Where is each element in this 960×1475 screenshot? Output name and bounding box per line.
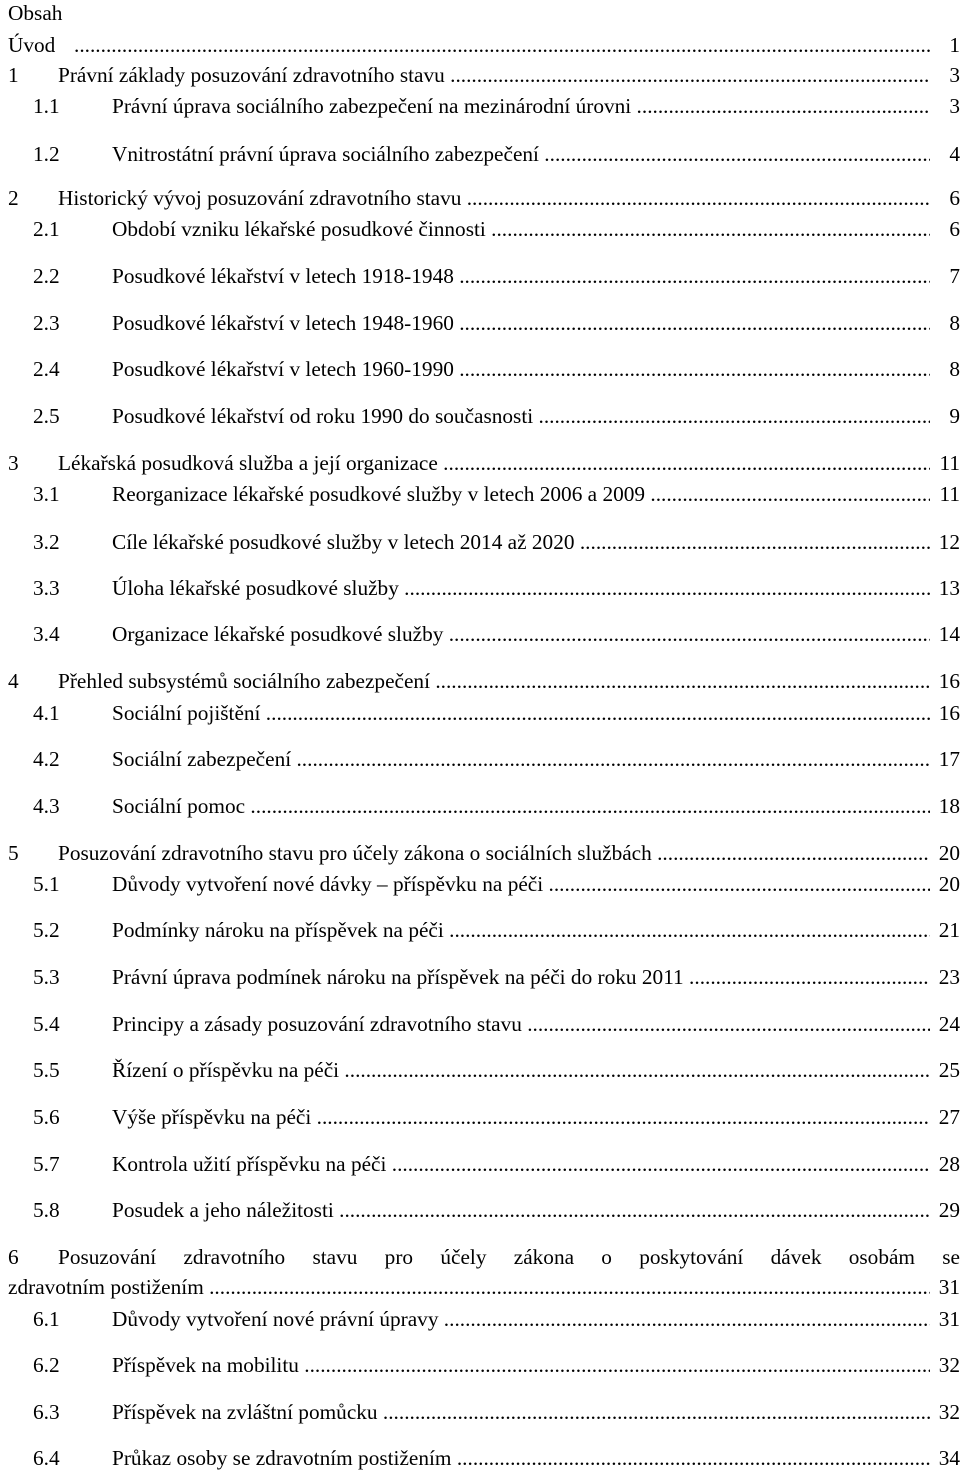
toc-page-number: 12 [938, 530, 960, 554]
toc-leader [112, 356, 930, 382]
toc-page-number: 34 [938, 1446, 960, 1470]
toc-entry-number: 2 [8, 186, 19, 210]
toc-leader [58, 185, 930, 211]
toc-page-number: 17 [938, 747, 960, 771]
toc-entry-1-1[interactable] [8, 93, 960, 119]
toc-leader [58, 62, 930, 88]
toc-leader [112, 1399, 930, 1425]
toc-entry-label: Právní úprava sociálního zabezpečení na mezinárodní úrovni [112, 94, 632, 118]
toc-entry-label: Právní základy posuzování zdravotního stavu [58, 63, 445, 87]
toc-page-number: 31 [938, 1275, 960, 1299]
toc-leader [112, 141, 930, 167]
toc-entry-number: 5.7 [33, 1152, 60, 1176]
toc-entry-4-3[interactable] [8, 793, 960, 819]
toc-leader [58, 840, 930, 866]
toc-page-number: 32 [938, 1400, 960, 1424]
toc-leader [112, 917, 930, 943]
toc-entry-label: Příspěvek na zvláštní pomůcku [112, 1400, 378, 1424]
toc-entry-3[interactable] [8, 450, 960, 476]
toc-entry-label: Vnitrostátní právní úprava sociálního zabezpečení [112, 142, 539, 166]
toc-page-number: 7 [949, 264, 960, 288]
toc-leader [112, 310, 930, 336]
toc-page-number: 20 [938, 841, 960, 865]
toc-leader [112, 481, 930, 507]
toc-entry-label: Sociální pojištění [112, 701, 261, 725]
toc-entry-6-3[interactable] [8, 1399, 960, 1425]
toc-leader [112, 1011, 930, 1037]
toc-entry-uvod[interactable] [8, 32, 960, 58]
toc-entry-label: Úvod [8, 33, 56, 57]
toc-entry-2-5[interactable] [8, 403, 960, 429]
toc-page-number: 3 [949, 94, 960, 118]
toc-entry-number: 5.8 [33, 1198, 60, 1222]
toc-entry-2-4[interactable] [8, 356, 960, 382]
toc-entry-label-continued: zdravotním postižením [8, 1275, 204, 1299]
toc-entry-number: 3.1 [33, 482, 60, 506]
toc-entry-label: Výše příspěvku na péči [112, 1105, 312, 1129]
toc-page-number: 6 [949, 217, 960, 241]
toc-entry-label: Reorganizace lékařské posudkové služby v letech 2006 a 2009 [112, 482, 646, 506]
toc-leader [112, 216, 930, 242]
toc-entry-label: Lékařská posudková služba a její organizace [58, 451, 438, 475]
toc-page-number: 6 [949, 186, 960, 210]
toc-entry-label: Posudek a jeho náležitosti [112, 1198, 334, 1222]
toc-entry-number: 6.2 [33, 1353, 60, 1377]
toc-entry-label: Období vzniku lékařské posudkové činnosti [112, 217, 486, 241]
toc-entry-label: Úloha lékařské posudkové služby [112, 576, 399, 600]
toc-entry-number: 5.1 [33, 872, 60, 896]
toc-entry-5-8[interactable] [8, 1197, 960, 1223]
toc-entry-3-3[interactable] [8, 575, 960, 601]
toc-entry-1[interactable] [8, 62, 960, 88]
toc-entry-label: Důvody vytvoření nové právní úpravy [112, 1307, 439, 1331]
toc-leader [58, 450, 930, 476]
toc-page-number: 8 [949, 311, 960, 335]
toc-page-number: 20 [938, 872, 960, 896]
toc-entry-number: 5.6 [33, 1105, 60, 1129]
toc-entry-label: Průkaz osoby se zdravotním postižením [112, 1446, 452, 1470]
toc-entry-number: 3 [8, 451, 19, 475]
toc-entry-label: Posudkové lékařství v letech 1948-1960 [112, 311, 454, 335]
toc-page-number: 32 [938, 1353, 960, 1377]
toc-page-number: 27 [938, 1105, 960, 1129]
toc-page-number: 11 [939, 451, 960, 475]
toc-leader [112, 1352, 930, 1378]
toc-entry-5-4[interactable] [8, 1011, 960, 1037]
toc-leader [112, 1151, 930, 1177]
toc-page-number: 29 [938, 1198, 960, 1222]
toc-leader [112, 1197, 930, 1223]
toc-entry-5-3[interactable] [8, 964, 960, 990]
toc-page-number: 24 [938, 1012, 960, 1036]
toc-entry-2[interactable] [8, 185, 960, 211]
toc-entry-number: 1.2 [33, 142, 60, 166]
toc-entry-5-6[interactable] [8, 1104, 960, 1130]
toc-page-number: 16 [938, 701, 960, 725]
toc-leader [112, 575, 930, 601]
toc-leader [8, 1274, 930, 1300]
toc-entry-5-1[interactable] [8, 871, 960, 897]
toc-page-number: 4 [949, 142, 960, 166]
toc-leader [112, 93, 930, 119]
toc-page-number: 3 [949, 63, 960, 87]
toc-entry-4-2[interactable] [8, 746, 960, 772]
toc-entry-5-2[interactable] [8, 917, 960, 943]
toc-page-number: 28 [938, 1152, 960, 1176]
toc-leader [112, 871, 930, 897]
toc-page-number: 18 [938, 794, 960, 818]
toc-entry-label: Sociální pomoc [112, 794, 246, 818]
toc-leader [112, 746, 930, 772]
toc-entry-number: 5.4 [33, 1012, 60, 1036]
toc-entry-4-1[interactable] [8, 700, 960, 726]
toc-entry-number: 3.3 [33, 576, 60, 600]
toc-entry-1-2[interactable] [8, 141, 960, 167]
toc-page-number: 21 [938, 918, 960, 942]
toc-entry-3-1[interactable] [8, 481, 960, 507]
toc-leader [112, 1057, 930, 1083]
toc-leader [112, 700, 930, 726]
toc-page-number: 25 [938, 1058, 960, 1082]
toc-leader [112, 263, 930, 289]
toc-leader [112, 1445, 930, 1471]
toc-entry-number: 2.5 [33, 404, 60, 428]
toc-page-number: 23 [938, 965, 960, 989]
toc-page-number: 9 [949, 404, 960, 428]
toc-entry-number: 4.3 [33, 794, 60, 818]
toc-entry-6-4[interactable] [8, 1445, 960, 1471]
toc-entry-label: Důvody vytvoření nové dávky – příspěvku na péči [112, 872, 544, 896]
toc-entry-2-3[interactable] [8, 310, 960, 336]
toc-entry-label: Posuzování zdravotního stavu pro účely zákona o sociálních službách [58, 841, 652, 865]
toc-entry-label: Právní úprava podmínek nároku na příspěvek na péči do roku 2011 [112, 965, 684, 989]
toc-entry-number: 4.1 [33, 701, 60, 725]
toc-leader [112, 403, 930, 429]
toc-page-number: 13 [938, 576, 960, 600]
toc-entry-label: Příspěvek na mobilitu [112, 1353, 299, 1377]
toc-entry-number: 2.1 [33, 217, 60, 241]
toc-entry-number: 1.1 [33, 94, 60, 118]
toc-entry-label: Posudkové lékařství v letech 1918-1948 [112, 264, 454, 288]
toc-entry-3-4[interactable] [8, 621, 960, 647]
toc-entry-number: 5.5 [33, 1058, 60, 1082]
toc-entry-number: 6.4 [33, 1446, 60, 1470]
toc-leader [112, 793, 930, 819]
toc-entry-number: 6 [8, 1245, 19, 1269]
toc-leader [112, 1104, 930, 1130]
toc-page-number: 11 [939, 482, 960, 506]
toc-entry-label: Historický vývoj posuzování zdravotního stavu [58, 186, 462, 210]
toc-leader [74, 32, 930, 58]
toc-entry-5-7[interactable] [8, 1151, 960, 1177]
toc-page-number: 8 [949, 357, 960, 381]
toc-entry-label: Řízení o příspěvku na péči [112, 1058, 340, 1082]
toc-entry-number: 3.2 [33, 530, 60, 554]
toc-entry-label: Posudkové lékařství od roku 1990 do současnosti [112, 404, 534, 428]
toc-page-number: 31 [938, 1307, 960, 1331]
toc-entry-label: Posudkové lékařství v letech 1960-1990 [112, 357, 454, 381]
toc-entry-number: 5.3 [33, 965, 60, 989]
toc-entry-number: 4 [8, 669, 19, 693]
toc-entry-4[interactable] [8, 668, 960, 694]
toc-entry-number: 2.4 [33, 357, 60, 381]
toc-entry-2-1[interactable] [8, 216, 960, 242]
toc-entry-label: Principy a zásady posuzování zdravotního stavu [112, 1012, 522, 1036]
toc-entry-number: 6.1 [33, 1307, 60, 1331]
toc-leader [112, 529, 930, 555]
toc-entry-2-2[interactable] [8, 263, 960, 289]
toc-entry-label: Přehled subsystémů sociálního zabezpečení [58, 669, 430, 693]
toc-entry-label: Kontrola užití příspěvku na péči [112, 1152, 387, 1176]
toc-leader [112, 621, 930, 647]
toc-page-number: 14 [938, 622, 960, 646]
toc-entry-number: 2.3 [33, 311, 60, 335]
toc-entry-label: Sociální zabezpečení [112, 747, 292, 771]
toc-entry-number: 3.4 [33, 622, 60, 646]
toc-entry-number: 5.2 [33, 918, 60, 942]
toc-entry-6-1[interactable] [8, 1306, 960, 1332]
toc-page-number: 1 [949, 33, 960, 57]
toc-entry-6[interactable] [8, 1244, 960, 1304]
toc-entry-label: Podmínky nároku na příspěvek na péči [112, 918, 444, 942]
toc-entry-number: 5 [8, 841, 19, 865]
toc-entry-number: 6.3 [33, 1400, 60, 1424]
toc-entry-6-2[interactable] [8, 1352, 960, 1378]
toc-title: Obsah [8, 1, 63, 25]
toc-entry-label: Organizace lékařské posudkové služby [112, 622, 444, 646]
toc-entry-number: 2.2 [33, 264, 60, 288]
toc-entry-3-2[interactable] [8, 529, 960, 555]
toc-entry-label: Posuzování zdravotního stavu pro účely zákona o poskytování dávek osobám se [58, 1245, 960, 1269]
toc-leader [58, 668, 930, 694]
toc-entry-label: Cíle lékařské posudkové služby v letech 2014 až 2020 [112, 530, 575, 554]
toc-page-number: 16 [938, 669, 960, 693]
toc-entry-number: 4.2 [33, 747, 60, 771]
toc-leader [112, 964, 930, 990]
toc-entry-number: 1 [8, 63, 19, 87]
toc-leader [112, 1306, 930, 1332]
toc-entry-5[interactable] [8, 840, 960, 866]
toc-entry-5-5[interactable] [8, 1057, 960, 1083]
